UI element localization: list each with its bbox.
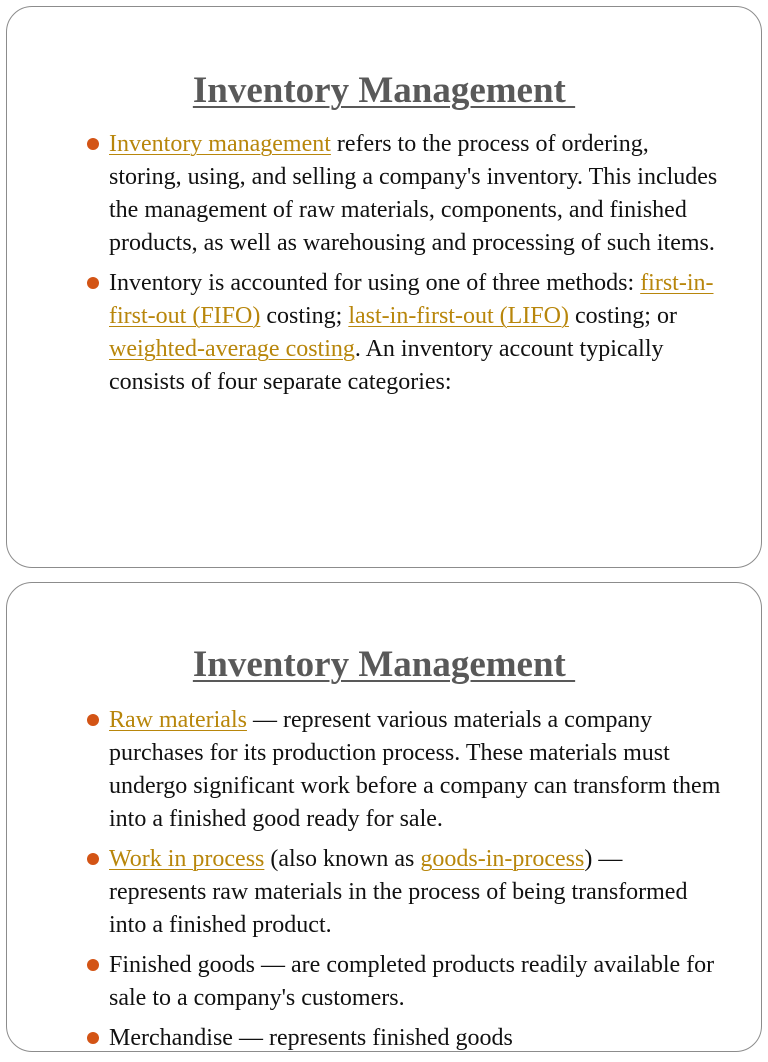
bullet-dot-icon — [87, 277, 99, 289]
link-weighted-average-costing[interactable]: weighted-average costing — [109, 336, 355, 362]
slide-2 — [6, 582, 762, 1052]
bullet-text: ) — represents raw materials in the process of being transformed into a finished product. — [109, 846, 688, 938]
slide-1 — [6, 6, 762, 568]
slide-2-bullet-list — [85, 704, 725, 1062]
bullet-text: Inventory is accounted for using one of three methods: — [109, 270, 641, 296]
bullet-text: (also known as — [264, 846, 421, 872]
bullet-dot-icon — [87, 714, 99, 726]
slide-2-title-text: Inventory Management — [192, 644, 576, 685]
bullet-text: costing; or — [568, 303, 677, 329]
slide-1-title-text: Inventory Management — [192, 70, 576, 111]
slide-1-title — [7, 69, 761, 113]
bullet-dot-icon — [87, 853, 99, 865]
link-goods-in-process[interactable]: goods-in-process — [420, 846, 585, 872]
link-raw-materials[interactable]: Raw materials — [109, 707, 247, 733]
bullet-text: Finished goods — are completed products readily available for sale to a company's customers. — [109, 952, 715, 1011]
bullet-item — [85, 267, 725, 399]
bullet-text: — represent various materials a company purchases for its production process. These materials must undergo significant work before a company can transform them into a finished good ready for sale. — [109, 707, 721, 832]
bullet-text: . An inventory account typically consists of four separate categories: — [109, 336, 664, 395]
bullet-dot-icon — [87, 959, 99, 971]
bullet-item — [85, 843, 725, 942]
link-lifo[interactable]: last-in-first-out (LIFO) — [348, 303, 569, 329]
slide-2-title — [7, 643, 761, 687]
slide-1-bullet-list — [85, 128, 725, 406]
bullet-item — [85, 949, 725, 1015]
link-fifo[interactable]: first-in-first-out (FIFO) — [109, 270, 714, 329]
bullet-text: Merchandise — represents finished goods — [109, 1025, 513, 1051]
bullet-dot-icon — [87, 138, 99, 150]
bullet-text: refers to the process of ordering, storing, using, and selling a company's inventory. This includes the management of raw materials, components, and finished products, as well as warehousing and processing of such items. — [109, 131, 718, 256]
link-inventory-management[interactable]: Inventory management — [109, 131, 331, 157]
bullet-text: costing; — [260, 303, 349, 329]
link-work-in-process[interactable]: Work in process — [109, 846, 265, 872]
bullet-item — [85, 128, 725, 260]
bullet-item — [85, 1022, 725, 1055]
bullet-item — [85, 704, 725, 836]
bullet-dot-icon — [87, 1032, 99, 1044]
